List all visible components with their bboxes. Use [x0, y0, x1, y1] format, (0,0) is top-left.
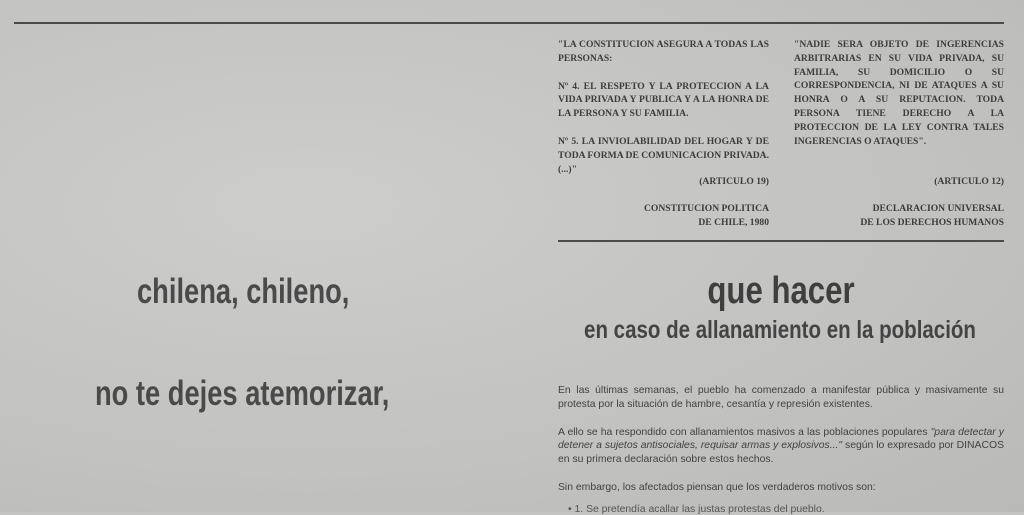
headline-title: que hacer	[707, 270, 855, 312]
slogan-line-2: no te dejes atemorizar,	[95, 374, 390, 413]
body-paragraph-2-end: según lo expresado por DINACOS en su primera declaración sobre estos hechos.	[558, 440, 1004, 466]
section-rule	[558, 240, 1004, 242]
constitution-intro: "LA CONSTITUCION ASEGURA A TODAS LAS PERSONAS:	[558, 39, 769, 64]
constitution-item-4: Nº 4. EL RESPETO Y LA PROTECCION A LA VIDA PRIVADA Y PUBLICA Y A LA HONRA DE LA PERSONA Y SU FAMILIA.	[558, 80, 769, 120]
dinacos-quote: "para detectar y detener a sujetos antisociales, requisar armas y explosivos..."	[558, 426, 1004, 452]
constitution-quote	[558, 38, 769, 190]
top-rule	[14, 22, 1004, 24]
constitution-item-5: Nº 5. LA INVIOLABILIDAD DEL HOGAR Y DE TODA FORMA DE COMUNICACION PRIVADA. (...)"	[558, 135, 769, 175]
body-paragraph-2	[558, 426, 1004, 467]
human-rights-source: DECLARACION UNIVERSAL DE LOS DERECHOS HUMANOS	[860, 203, 1004, 228]
constitution-source: CONSTITUCION POLITICA DE CHILE, 1980	[643, 203, 769, 228]
article-body	[558, 384, 1004, 509]
constitution-article: (ARTICULO 19)	[699, 176, 769, 187]
headline-subtitle: en caso de allanamiento en la población	[584, 316, 976, 344]
motive-item-1: • 1. Se pretendía acallar las justas protestas del pueblo.	[568, 504, 825, 515]
human-rights-article: (ARTICULO 12)	[934, 176, 1004, 187]
slogan-line-1: chilena, chileno,	[137, 272, 350, 311]
body-paragraph-2-start: A ello se ha respondido con allanamientos masivos a las poblaciones populares	[558, 426, 931, 438]
human-rights-text: "NADIE SERA OBJETO DE INGERENCIAS ARBITRARIAS EN SU VIDA PRIVADA, SU FAMILIA, SU DOMICILIO O SU CORRESPONDENCIA, NI DE ATAQUES A SU HONRA O A SU REPUTACION. TODA PERSONA TIENE DERECHO A LA PROTECCION DE LA LEY CONTRA TALES INGERENCIAS O ATAQUES".	[794, 39, 1004, 147]
body-paragraph-3: Sin embargo, los afectados piensan que los verdaderos motivos son:	[558, 481, 876, 493]
body-paragraph-1: En las últimas semanas, el pueblo ha comenzado a manifestar pública y masivamente su protesta por la situación de hambre, cesantía y represión existentes.	[558, 385, 1004, 410]
human-rights-quote	[794, 38, 1004, 148]
